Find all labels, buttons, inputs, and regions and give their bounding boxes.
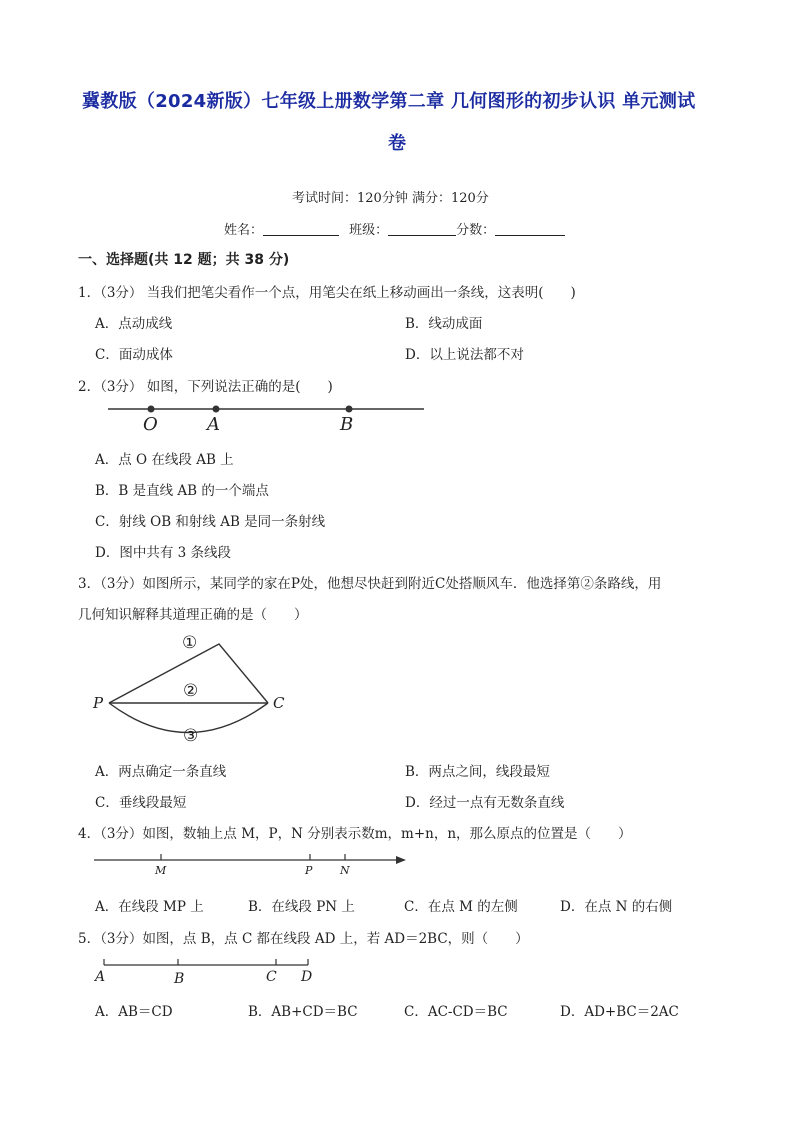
- score-blank[interactable]: [495, 221, 565, 236]
- q4-option-a[interactable]: A．在线段 MP 上: [95, 899, 204, 915]
- q1-option-b[interactable]: B．线动成面: [405, 316, 483, 332]
- question-3: [78, 572, 661, 592]
- question-4: [78, 822, 632, 842]
- section-heading: 一、选择题(共 12 题；共 38 分): [78, 252, 290, 268]
- q1-option-d[interactable]: D．以上说法都不对: [405, 347, 524, 363]
- label-m: M: [155, 864, 167, 877]
- q5-option-a[interactable]: A．AB＝CD: [95, 1004, 173, 1020]
- q5-option-b[interactable]: B．AB+CD＝BC: [248, 1004, 358, 1020]
- q2-option-a[interactable]: A．点 O 在线段 AB 上: [95, 452, 234, 468]
- point-a: [213, 406, 220, 413]
- question-score: （3分）: [100, 931, 143, 947]
- q3-option-c[interactable]: C．垂线段最短: [95, 795, 187, 811]
- point-b: [346, 406, 353, 413]
- question-1: [78, 281, 576, 301]
- axis-arrow: [396, 856, 406, 864]
- question-number: 5．: [78, 931, 101, 947]
- question-number: 1．: [78, 285, 101, 301]
- label-a: A: [207, 414, 220, 435]
- q2-option-c[interactable]: C．射线 OB 和射线 AB 是同一条射线: [95, 514, 326, 530]
- class-label: 班级：: [349, 223, 389, 238]
- question-score: （3分）: [100, 826, 143, 842]
- label-route-2: ②: [183, 681, 199, 701]
- exam-info: 考试时间：120分钟 满分：120分: [292, 191, 489, 206]
- question-number: 3．: [78, 576, 101, 592]
- student-info-row: [224, 219, 565, 238]
- q5-segment-figure: [90, 955, 330, 989]
- label-a: A: [95, 969, 106, 985]
- q3-option-b[interactable]: B．两点之间，线段最短: [405, 764, 550, 780]
- q3-option-a[interactable]: A．两点确定一条直线: [95, 764, 227, 780]
- question-score: （3分）: [100, 576, 143, 592]
- label-d: D: [301, 969, 313, 985]
- q3-route-figure: [92, 630, 292, 745]
- q2-option-b[interactable]: B．B 是直线 AB 的一个端点: [95, 483, 269, 499]
- question-3-line2: 几何知识解释其道理正确的是（ ）: [78, 607, 308, 623]
- q4-option-c[interactable]: C．在点 M 的左侧: [404, 899, 518, 915]
- question-stem: 如图，点 B，点 C 都在线段 AD 上，若 AD＝2BC，则（ ）: [142, 931, 529, 947]
- question-stem-line1: 如图所示，某同学的家在P处，他想尽快赶到附近C处搭顺风车．他选择第②条路线，用: [142, 576, 662, 592]
- question-score: （3分）: [100, 379, 143, 395]
- question-score: （3分）: [100, 285, 143, 301]
- label-c: C: [273, 694, 285, 712]
- label-p: P: [93, 694, 104, 712]
- q1-option-c[interactable]: C．面动成体: [95, 347, 173, 363]
- label-route-3: ③: [183, 726, 199, 745]
- label-o: O: [143, 414, 158, 435]
- question-stem: 如图，数轴上点 M，P，N 分别表示数m，m+n，n，那么原点的位置是（ ）: [142, 826, 632, 842]
- question-number: 2．: [78, 379, 101, 395]
- label-b: B: [174, 971, 185, 987]
- label-c: C: [266, 969, 277, 985]
- name-label: 姓名：: [224, 223, 264, 238]
- q2-option-d[interactable]: D．图中共有 3 条线段: [95, 545, 231, 561]
- score-label: 分数：: [456, 223, 496, 238]
- q5-option-c[interactable]: C．AC-CD＝BC: [404, 1004, 508, 1020]
- question-number: 4．: [78, 826, 101, 842]
- question-5: [78, 927, 529, 947]
- question-2: [78, 375, 333, 395]
- q4-option-d[interactable]: D．在点 N 的右侧: [560, 899, 673, 915]
- q4-number-line: [90, 850, 410, 880]
- point-o: [148, 406, 155, 413]
- label-route-1: ①: [182, 633, 198, 653]
- name-blank[interactable]: [263, 221, 339, 236]
- q2-line-figure: [100, 398, 430, 438]
- document-title-line1: 冀教版（2024新版）七年级上册数学第二章 几何图形的初步认识 单元测试: [82, 91, 696, 112]
- q4-option-b[interactable]: B．在线段 PN 上: [248, 899, 355, 915]
- label-p: P: [305, 864, 313, 877]
- q5-option-d[interactable]: D．AD+BC＝2AC: [560, 1004, 679, 1020]
- question-stem: 当我们把笔尖看作一个点，用笔尖在纸上移动画出一条线，这表明( ): [146, 285, 576, 301]
- q1-option-a[interactable]: A．点动成线: [95, 316, 173, 332]
- document-title-line2: 卷: [388, 133, 407, 154]
- question-stem: 如图，下列说法正确的是( ): [146, 379, 333, 395]
- q3-option-d[interactable]: D．经过一点有无数条直线: [405, 795, 565, 811]
- label-n: N: [340, 864, 350, 877]
- label-b: B: [340, 414, 354, 435]
- class-blank[interactable]: [388, 221, 456, 236]
